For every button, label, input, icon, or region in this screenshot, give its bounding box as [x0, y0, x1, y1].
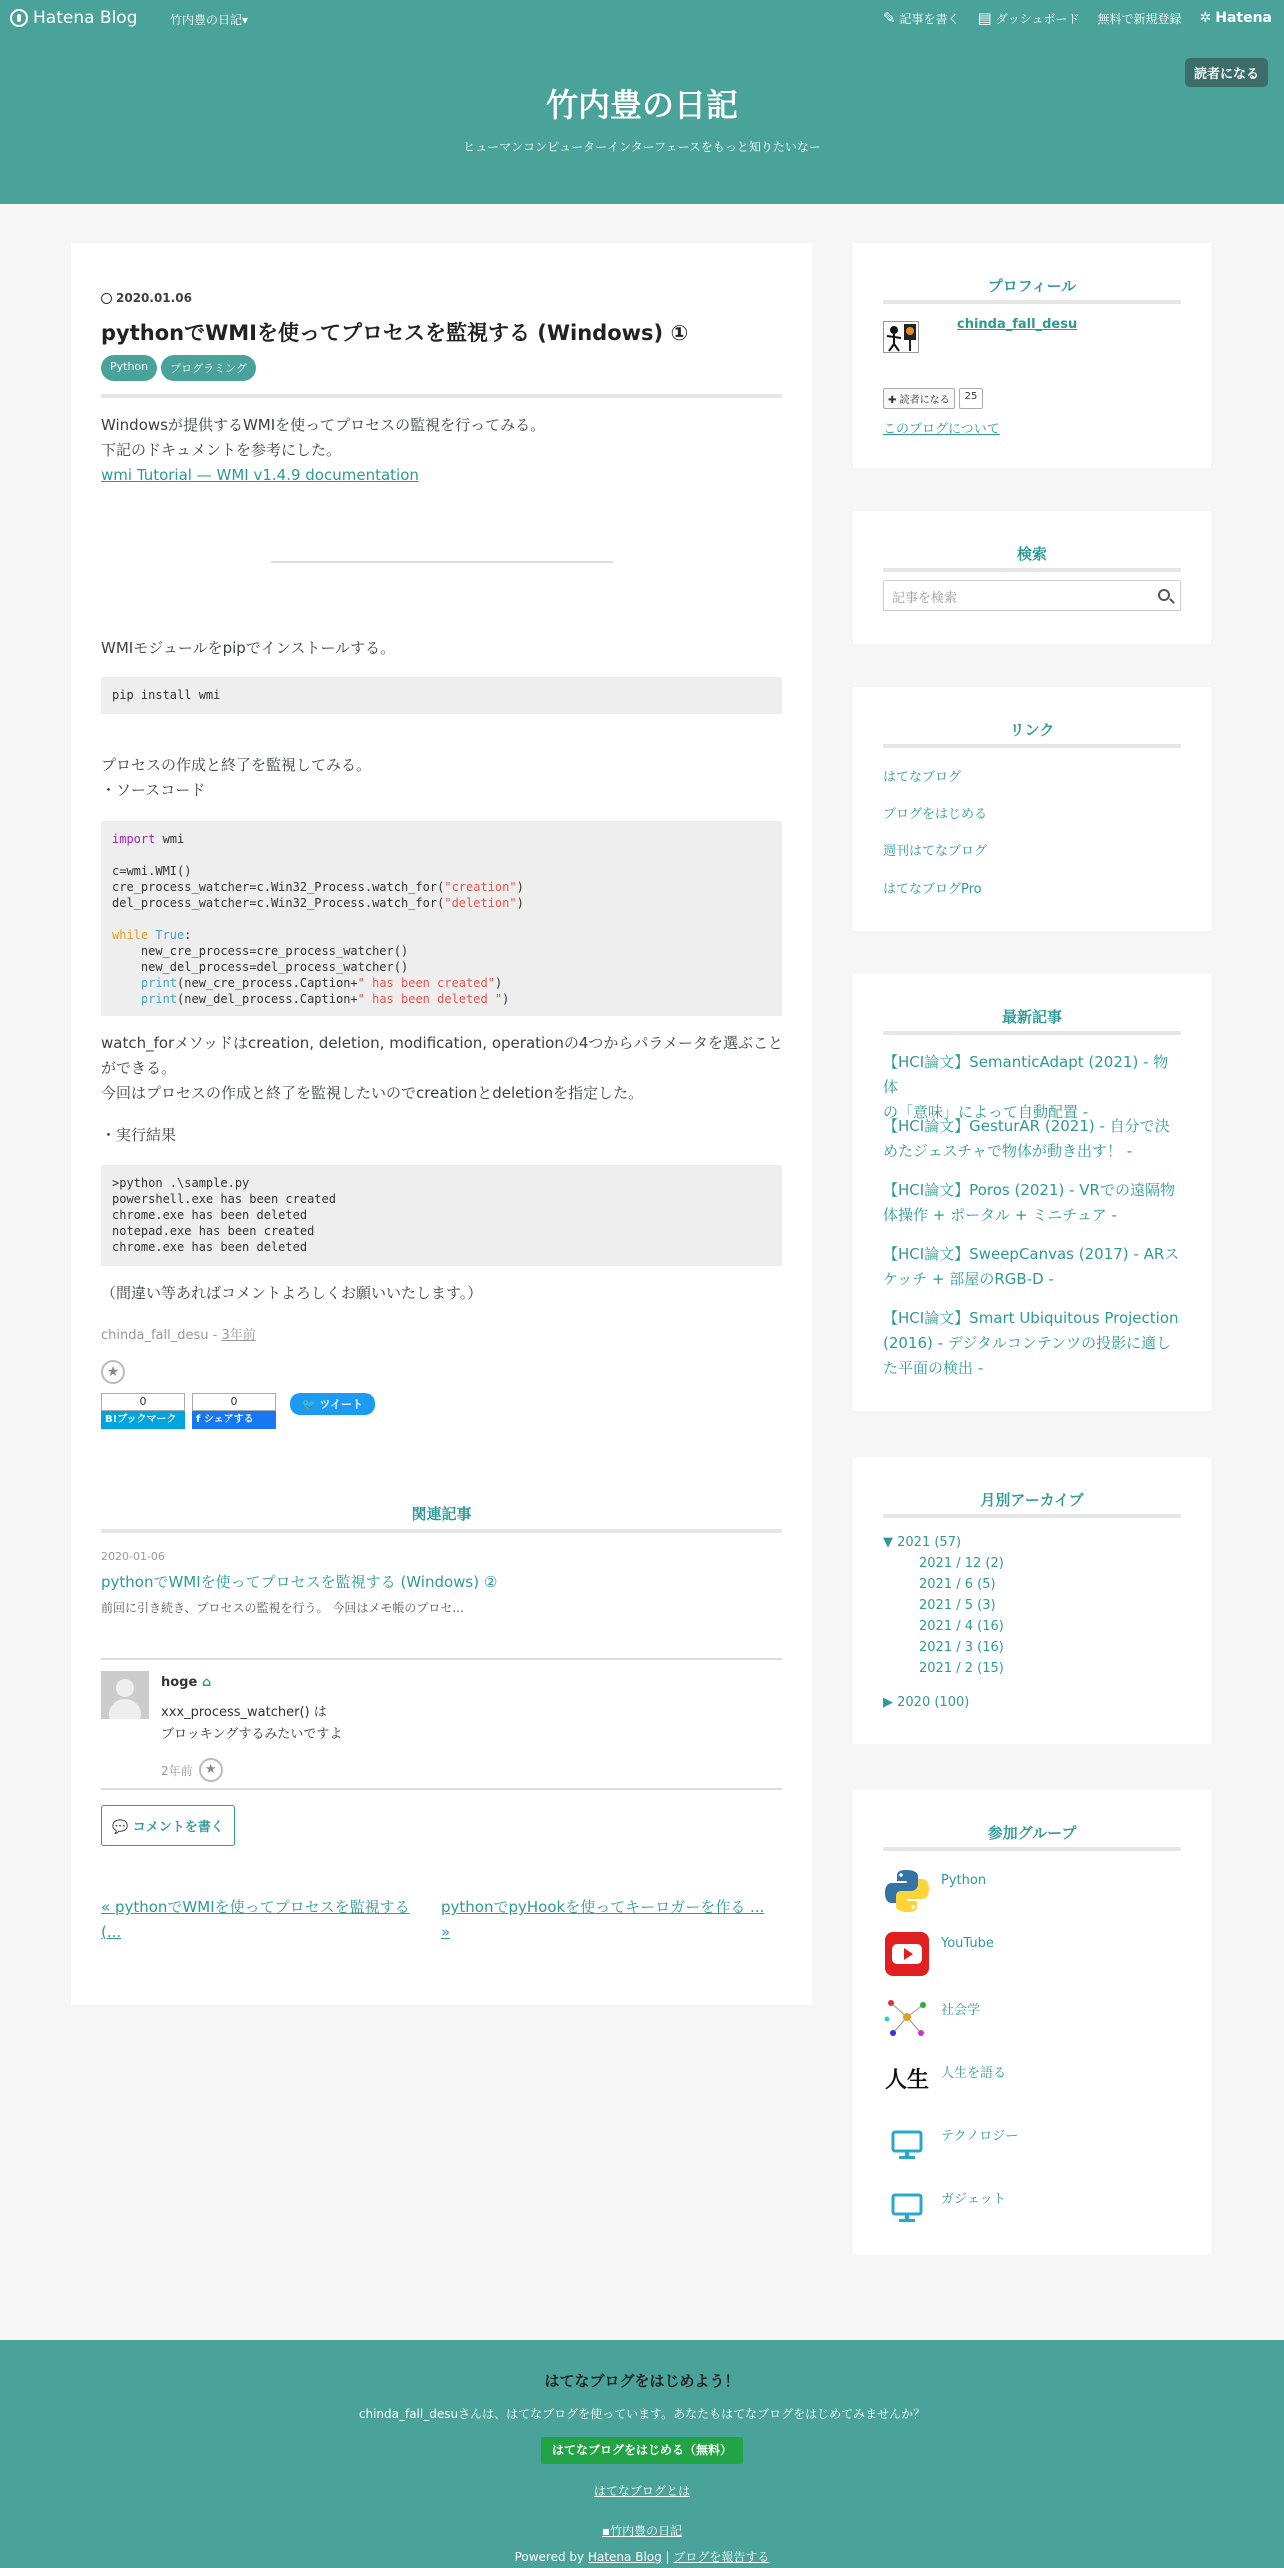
related-snippet: 前回に引き続き、プロセスの監視を行う。 今回はメモ帳のプロセ... — [101, 1601, 464, 1615]
dashboard-icon: ▤ — [977, 9, 992, 27]
comment-bubble-icon: 💬 — [112, 1820, 129, 1835]
clock-icon — [101, 293, 112, 304]
hatena-gear-icon: ✲ — [1199, 10, 1212, 26]
sidebar-links — [853, 687, 1211, 931]
archive-divider — [883, 1514, 1181, 1518]
facebook-share-button[interactable] — [192, 1393, 276, 1429]
hatena-bookmark-button[interactable] — [101, 1393, 185, 1429]
blog-favicon-icon: ▪ — [601, 2524, 611, 2538]
comment-body: xxx_process_watcher() は ブロッキングするみたいですよ — [161, 1705, 343, 1742]
search-divider — [883, 568, 1181, 572]
group-life[interactable]: 人生 人生を語る — [883, 2056, 1006, 2104]
star-icon: ★ — [106, 1364, 120, 1380]
archive-month[interactable]: 2021 / 5 (3) — [919, 1598, 996, 1613]
share-label: f シェアする — [192, 1411, 276, 1429]
share-count: 0 — [192, 1393, 276, 1411]
archive-month[interactable]: 2021 / 6 (5) — [919, 1577, 996, 1592]
footer-text: chinda_fall_desuさんは、はてなブログを使っています。あなたもはてなブログをはじめてみませんか？ — [358, 2407, 926, 2421]
divider — [271, 561, 613, 563]
recent-article-link[interactable]: 【HCI論文】Poros (2021) - VRでの遠隔物 体操作 + ポータル + ミニチュア - — [883, 1181, 1175, 1224]
sidebar-groups — [853, 1790, 1211, 2255]
star-icon: ★ — [204, 1762, 217, 1777]
monitor-icon — [883, 2119, 931, 2167]
post-ago[interactable]: 3年前 — [221, 1328, 256, 1343]
profile-heading: プロフィール — [987, 277, 1077, 295]
recent-article-link[interactable]: 【HCI論文】SemanticAdapt (2021) - 物体 の「意味」によって自動配置 - — [883, 1053, 1169, 1121]
search-heading: 検索 — [1016, 545, 1047, 563]
footer-heading: はてなブログをはじめよう！ — [544, 2372, 740, 2390]
footer — [0, 2340, 1284, 2568]
search-icon[interactable] — [1158, 589, 1170, 601]
post-date: 2020.01.06 — [101, 291, 192, 305]
subscribe-button[interactable]: 読者になる — [1185, 58, 1268, 87]
commenter-name[interactable]: hoge ⌂ — [161, 1675, 212, 1690]
hatena-blog-logo-icon — [10, 9, 28, 27]
profile-subscribe-button[interactable]: ✚ 読者になる — [883, 388, 955, 409]
related-divider — [101, 1529, 782, 1533]
dashboard-link[interactable]: ▤ ダッシュボード — [977, 9, 1080, 27]
explain-text: watch_forメソッドはcreation, deletion, modification, operationの4つからパラメータを選ぶこと ができる。 今回はプロセスの作成と終了を監視したいのでcreationとdeletionを指定した。 — [101, 1034, 783, 1102]
group-sociology[interactable]: 社会学 — [883, 1993, 980, 2041]
recent-heading: 最新記事 — [1001, 1008, 1062, 1026]
prev-article-link[interactable]: « pythonでWMIを使ってプロセスを監視する (... — [101, 1898, 410, 1941]
recent-article-link[interactable]: 【HCI論文】Smart Ubiquitous Projection (2016) - デジタルコンテンツの投影に適し た平面の検出 - — [883, 1309, 1179, 1377]
related-heading: 関連記事 — [411, 1505, 472, 1523]
add-star-button[interactable] — [101, 1360, 125, 1384]
category-python[interactable]: Python — [101, 355, 157, 381]
post-author[interactable]: chinda_fall_desu — [101, 1328, 209, 1343]
recent-article-link[interactable]: 【HCI論文】SweepCanvas (2017) - ARス ケッチ + 部屋のRGB-D - — [883, 1245, 1180, 1288]
archive-year-2021[interactable]: ▼ 2021 (57) — [883, 1535, 962, 1550]
subscriber-count: 25 — [959, 388, 984, 409]
link-weekly-hatena[interactable]: 週刊はてなブログ — [883, 844, 988, 859]
powered-by: Powered by Hatena Blog | ブログを報告する — [514, 2550, 770, 2564]
link-hatena-blog[interactable]: はてなブログ — [883, 770, 962, 785]
result-code-block: >python .\sample.py powershell.exe has been created chrome.exe has been deleted notepad.exe has been created chrome.exe has been deleted — [101, 1165, 782, 1266]
category-programming[interactable]: プログラミング — [161, 355, 256, 381]
plus-icon: ✚ — [888, 395, 897, 406]
install-text: WMIモジュールをpipでインストールする。 — [101, 639, 396, 657]
blog-selector[interactable]: 竹内豊の日記▾ — [170, 13, 249, 27]
sociology-network-icon — [883, 1993, 931, 2041]
write-article-link[interactable]: ✎ 記事を書く — [882, 9, 960, 27]
start-blog-button[interactable]: はてなブログをはじめる（無料） — [541, 2437, 743, 2464]
group-youtube[interactable]: YouTube — [883, 1930, 994, 1978]
doc-link[interactable]: wmi Tutorial — WMI v1.4.9 documentation — [101, 466, 419, 484]
sidebar-profile — [853, 243, 1211, 468]
group-gadget[interactable]: ガジェット — [883, 2182, 1006, 2230]
archive-month[interactable]: 2021 / 3 (16) — [919, 1640, 1004, 1655]
archive-year-2020[interactable]: ▶ 2020 (100) — [883, 1695, 970, 1710]
commenter-avatar — [101, 1671, 149, 1719]
link-hatena-pro[interactable]: はてなブログPro — [883, 882, 982, 897]
monitor-text: プロセスの作成と終了を監視してみる。 ・ソースコード — [101, 756, 372, 799]
report-blog-link[interactable]: ブログを報告する — [673, 2550, 770, 2564]
profile-avatar[interactable] — [883, 321, 919, 353]
intro-text: Windowsが提供するWMIを使ってプロセスの監視を行ってみる。 下記のドキュメントを参考にした。 wmi Tutorial — WMI v1.4.9 documentation — [101, 416, 546, 484]
profile-username[interactable]: chinda_fall_desu — [957, 317, 1078, 332]
python-icon — [883, 1867, 931, 1915]
install-code-block: pip install wmi — [101, 677, 782, 714]
bookmark-count: 0 — [101, 1393, 185, 1411]
jinsei-icon: 人生 — [884, 2067, 929, 2093]
article — [71, 243, 812, 2005]
related-article-link[interactable]: pythonでWMIを使ってプロセスを監視する (Windows) ② — [101, 1573, 498, 1591]
hatena-logo[interactable]: ✲ Hatena — [1199, 10, 1272, 26]
sidebar-recent-articles — [853, 974, 1211, 1411]
signup-link[interactable]: 無料で新規登録 — [1097, 11, 1182, 26]
search-input[interactable]: 記事を検索 — [883, 580, 1181, 611]
group-python[interactable]: Python — [883, 1867, 986, 1915]
hatena-blog-logo[interactable]: Hatena Blog — [10, 8, 138, 28]
blog-title[interactable]: 竹内豊の日記 — [545, 86, 738, 124]
archive-heading: 月別アーカイブ — [980, 1491, 1084, 1509]
title-divider — [101, 394, 782, 398]
home-icon: ⌂ — [201, 1675, 212, 1690]
archive-month[interactable]: 2021 / 4 (16) — [919, 1619, 1004, 1634]
profile-divider — [883, 300, 1181, 304]
profile-avatar-image — [884, 322, 918, 352]
links-heading: リンク — [1009, 721, 1055, 739]
archive-month[interactable]: 2021 / 2 (15) — [919, 1661, 1004, 1676]
about-blog-link[interactable]: このブログについて — [883, 422, 1000, 437]
youtube-icon — [883, 1930, 931, 1978]
groups-heading: 参加グループ — [987, 1824, 1077, 1842]
write-comment-button[interactable]: 💬 コメントを書く — [101, 1805, 235, 1846]
top-bar — [0, 0, 1284, 38]
comment-bottom-divider — [101, 1788, 782, 1790]
comment-star-button[interactable] — [199, 1758, 223, 1782]
link-start-blog[interactable]: ブログをはじめる — [883, 807, 988, 822]
comment-divider — [101, 1658, 782, 1660]
monitor-icon — [883, 2182, 931, 2230]
hatena-blog-link[interactable]: Hatena Blog — [587, 2550, 662, 2564]
groups-divider — [883, 1847, 1181, 1851]
links-divider — [883, 744, 1181, 748]
twitter-bird-icon: 🐦 — [302, 1398, 316, 1411]
recent-divider — [883, 1031, 1181, 1035]
footer-blog-link[interactable]: ▪竹内豊の日記 — [601, 2524, 683, 2538]
post-title[interactable]: pythonでWMIを使ってプロセスを監視する (Windows) ① — [101, 321, 689, 345]
category-list — [101, 355, 256, 381]
about-hatena-blog-link[interactable]: はてなブログとは — [593, 2484, 691, 2498]
result-label: ・実行結果 — [101, 1126, 177, 1144]
sidebar-archive — [853, 1457, 1211, 1744]
archive-month[interactable]: 2021 / 12 (2) — [919, 1556, 1004, 1571]
comment-time: 2年前 ★ — [161, 1758, 223, 1782]
blog-header — [0, 38, 1284, 204]
closing-text: （間違い等あればコメントよろしくお願いいたします。） — [101, 1284, 483, 1302]
pencil-icon: ✎ — [882, 9, 896, 27]
blog-description: ヒューマンコンピューターインターフェースをもっと知りたいなー — [463, 140, 821, 154]
recent-article-link[interactable]: 【HCI論文】GesturAR (2021) - 自分で決 めたジェスチャで物体が動き出す！ - — [883, 1117, 1170, 1160]
source-code-block: import wmi c=wmi.WMI() cre_process_watcher=c.Win32_Process.watch_for("creation") del_process_watcher=c.Win32_Process.watch_for("deletion") while True: new_cre_process=cre_process_watcher() new_del_process=del_process_watcher() print(new_cre_process.Caption+" has been created") print(new_del_process.Caption+" has been deleted ") — [101, 821, 782, 1016]
group-technology[interactable]: テクノロジー — [883, 2119, 1018, 2167]
related-date: 2020-01-06 — [101, 1550, 165, 1563]
sidebar-search — [853, 511, 1211, 644]
bookmark-label: B!ブックマーク — [101, 1411, 185, 1429]
tweet-button[interactable]: 🐦 ツイート — [290, 1393, 375, 1415]
next-article-link[interactable]: pythonでpyHookを使ってキーロガーを作る ... » — [441, 1898, 765, 1941]
post-meta: chinda_fall_desu - 3年前 — [101, 1328, 256, 1343]
